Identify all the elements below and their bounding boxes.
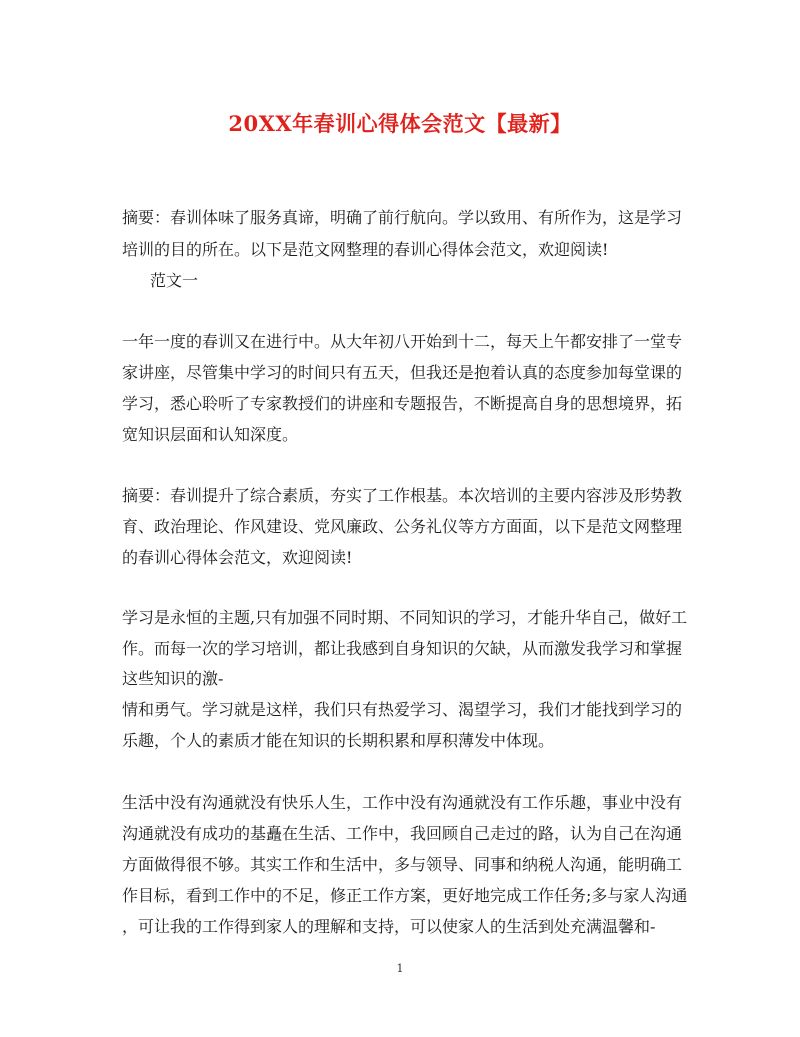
paragraph-line: 一年一度的春训又在进行中。从大年初八开始到十二，每天上午都安排了一堂专 xyxy=(122,332,683,351)
paragraph-line: 学习是永恒的主题,只有加强不同时期、不同知识的学习，才能升华自己，做好工 xyxy=(122,608,688,627)
paragraph-line: 方面做得很不够。其实工作和生活中，多与领导、同事和纳税人沟通，能明确工 xyxy=(122,855,683,874)
paragraph-line: 摘要：春训提升了综合素质，夯实了工作根基。本次培训的主要内容涉及形势教 xyxy=(122,486,683,505)
paragraph-line: 学习，悉心聆听了专家教授们的讲座和专题报告，不断提高自身的思想境界，拓 xyxy=(122,394,683,413)
paragraph-line: 生活中没有沟通就没有快乐人生，工作中没有沟通就没有工作乐趣，事业中没有 xyxy=(122,793,683,812)
section-heading: 范文一 xyxy=(150,271,199,290)
paragraph-line: 情和勇气。学习就是这样，我们只有热爱学习、渴望学习，我们才能找到学习的 xyxy=(122,700,683,719)
paragraph-line: 这些知识的激- xyxy=(122,669,224,688)
paragraph-line: 宽知识层面和认知深度。 xyxy=(122,425,299,444)
paragraph-line: 作。而每一次的学习培训，都让我感到自身知识的欠缺，从而激发我学习和掌握 xyxy=(122,639,683,658)
paragraph-line: 家讲座，尽管集中学习的时间只有五天，但我还是抱着认真的态度参加每堂课的 xyxy=(122,363,683,382)
paragraph-line: 培训的目的所在。以下是范文网整理的春训心得体会范文，欢迎阅读! xyxy=(122,240,609,259)
paragraph-line: 育、政治理论、作风建设、党风廉政、公务礼仪等方方面面，以下是范文网整理 xyxy=(122,517,683,536)
paragraph-line: 乐趣，个人的素质才能在知识的长期积累和厚积薄发中体现。 xyxy=(122,731,555,750)
paragraph-line: 作目标，看到工作中的不足，修正工作方案，更好地完成工作任务;多与家人沟通 xyxy=(122,886,688,905)
document-title: 20XX年春训心得体会范文【最新】 xyxy=(228,111,572,136)
paragraph-line: 沟通就没有成功的基矗在生活、工作中，我回顾自己走过的路，认为自己在沟通 xyxy=(122,824,683,843)
paragraph-line: 摘要：春训体味了服务真谛，明确了前行航向。学以致用、有所作为，这是学习 xyxy=(122,208,683,227)
paragraph-line: ，可让我的工作得到家人的理解和支持，可以使家人的生活到处充满温馨和- xyxy=(122,917,656,936)
page-number: 1 xyxy=(396,962,404,975)
paragraph-line: 的春训心得体会范文，欢迎阅读! xyxy=(122,548,353,567)
